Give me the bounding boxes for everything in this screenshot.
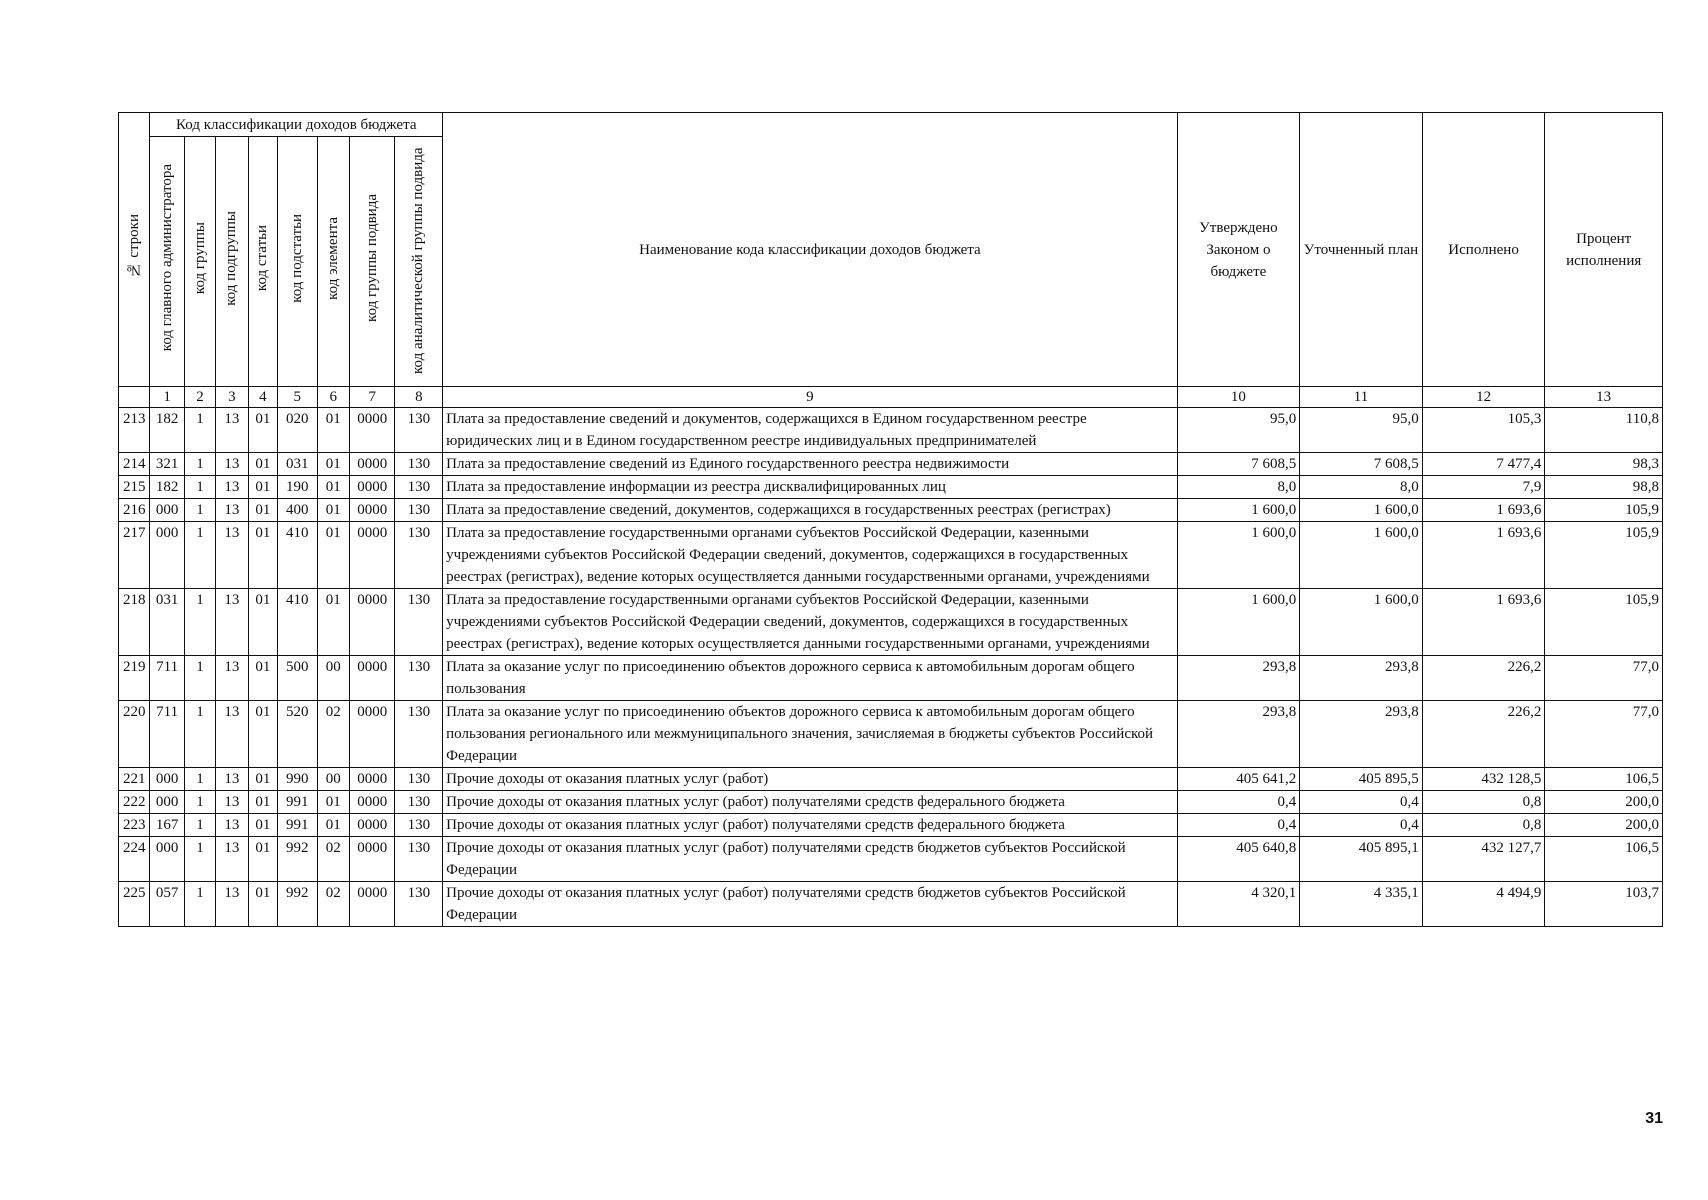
executed-value: 7 477,4 (1422, 453, 1545, 476)
column-number: 1 (150, 387, 184, 408)
page-number: 31 (1645, 1110, 1663, 1127)
subarticle-code: 031 (278, 453, 318, 476)
header-analytic-group-code: код аналитической группы подвида (395, 137, 443, 387)
group-code: 1 (184, 768, 215, 791)
approved-value: 7 608,5 (1177, 453, 1300, 476)
admin-code: 000 (150, 837, 184, 882)
group-code: 1 (184, 837, 215, 882)
plan-value: 293,8 (1300, 656, 1423, 701)
header-classification-group: Код классификации доходов бюджета (150, 113, 443, 137)
article-code: 01 (248, 656, 277, 701)
approved-value: 1 600,0 (1177, 522, 1300, 589)
revenue-name: Плата за предоставление сведений и документов, содержащихся в Едином государственном реестре юридических лиц и в Едином государственном реестре индивидуальных предпринимателей (443, 408, 1177, 453)
plan-value: 95,0 (1300, 408, 1423, 453)
header-approved: Утверждено Законом о бюджете (1177, 113, 1300, 387)
executed-value: 1 693,6 (1422, 589, 1545, 656)
element-code: 01 (317, 453, 349, 476)
subarticle-code: 500 (278, 656, 318, 701)
article-code: 01 (248, 408, 277, 453)
subgroup-code: 13 (216, 656, 248, 701)
group-code: 1 (184, 589, 215, 656)
analytic-code: 130 (395, 656, 443, 701)
executed-value: 432 127,7 (1422, 837, 1545, 882)
article-code: 01 (248, 453, 277, 476)
row-number: 219 (119, 656, 150, 701)
revenue-name: Плата за предоставление государственными органами субъектов Российской Федерации, казенными учреждениями субъектов Российской Федерации сведений, документов, содержащихся в государственных реестрах (регистрах), ведение которых осуществляется данными государственными органами, учреждениями (443, 589, 1177, 656)
header-admin-code: код главного администратора (150, 137, 184, 387)
revenue-name: Прочие доходы от оказания платных услуг (работ) получателями средств бюджетов субъектов Российской Федерации (443, 882, 1177, 927)
subarticle-code: 992 (278, 882, 318, 927)
element-code: 00 (317, 768, 349, 791)
admin-code: 000 (150, 499, 184, 522)
revenue-name: Плата за предоставление сведений из Единого государственного реестра недвижимости (443, 453, 1177, 476)
subgroup-code: 13 (216, 589, 248, 656)
subarticle-code: 410 (278, 589, 318, 656)
table-row (119, 499, 1663, 522)
analytic-code: 130 (395, 837, 443, 882)
approved-value: 0,4 (1177, 814, 1300, 837)
executed-value: 1 693,6 (1422, 522, 1545, 589)
header-subarticle-code: код подстатьи (278, 137, 318, 387)
subtype-group-code: 0000 (349, 791, 395, 814)
approved-value: 95,0 (1177, 408, 1300, 453)
row-number: 218 (119, 589, 150, 656)
header-row-no: № строки (119, 113, 150, 387)
article-code: 01 (248, 522, 277, 589)
subarticle-code: 520 (278, 701, 318, 768)
percent-value: 77,0 (1545, 656, 1663, 701)
revenue-name: Плата за предоставление сведений, документов, содержащихся в государственных реестрах (регистрах) (443, 499, 1177, 522)
subtype-group-code: 0000 (349, 814, 395, 837)
admin-code: 031 (150, 589, 184, 656)
analytic-code: 130 (395, 768, 443, 791)
approved-value: 4 320,1 (1177, 882, 1300, 927)
row-number: 222 (119, 791, 150, 814)
analytic-code: 130 (395, 814, 443, 837)
subgroup-code: 13 (216, 408, 248, 453)
revenue-name: Плата за оказание услуг по присоединению объектов дорожного сервиса к автомобильным дорогам общего пользования (443, 656, 1177, 701)
executed-value: 7,9 (1422, 476, 1545, 499)
subgroup-code: 13 (216, 814, 248, 837)
analytic-code: 130 (395, 476, 443, 499)
group-code: 1 (184, 499, 215, 522)
percent-value: 98,3 (1545, 453, 1663, 476)
element-code: 01 (317, 499, 349, 522)
group-code: 1 (184, 814, 215, 837)
analytic-code: 130 (395, 791, 443, 814)
revenue-name: Плата за предоставление государственными органами субъектов Российской Федерации, казенными учреждениями субъектов Российской Федерации сведений, документов, содержащихся в государственных реестрах (регистрах), ведение которых осуществляется данными государственными органами, учреждениями (443, 522, 1177, 589)
table-row (119, 882, 1663, 927)
plan-value: 1 600,0 (1300, 589, 1423, 656)
plan-value: 405 895,1 (1300, 837, 1423, 882)
approved-value: 293,8 (1177, 701, 1300, 768)
percent-value: 105,9 (1545, 522, 1663, 589)
element-code: 01 (317, 814, 349, 837)
subgroup-code: 13 (216, 791, 248, 814)
subtype-group-code: 0000 (349, 589, 395, 656)
subarticle-code: 190 (278, 476, 318, 499)
subarticle-code: 990 (278, 768, 318, 791)
admin-code: 182 (150, 408, 184, 453)
element-code: 00 (317, 656, 349, 701)
subgroup-code: 13 (216, 476, 248, 499)
subtype-group-code: 0000 (349, 882, 395, 927)
table-row (119, 522, 1663, 589)
plan-value: 8,0 (1300, 476, 1423, 499)
column-number: 12 (1422, 387, 1545, 408)
article-code: 01 (248, 589, 277, 656)
revenue-name: Прочие доходы от оказания платных услуг (работ) получателями средств бюджетов субъектов Российской Федерации (443, 837, 1177, 882)
article-code: 01 (248, 499, 277, 522)
element-code: 01 (317, 589, 349, 656)
subtype-group-code: 0000 (349, 476, 395, 499)
column-number: 10 (1177, 387, 1300, 408)
row-number: 215 (119, 476, 150, 499)
header-plan: Уточненный план (1300, 113, 1423, 387)
table-row (119, 408, 1663, 453)
executed-value: 105,3 (1422, 408, 1545, 453)
plan-value: 293,8 (1300, 701, 1423, 768)
article-code: 01 (248, 476, 277, 499)
percent-value: 106,5 (1545, 768, 1663, 791)
subgroup-code: 13 (216, 768, 248, 791)
group-code: 1 (184, 476, 215, 499)
subtype-group-code: 0000 (349, 408, 395, 453)
header-article-code: код статьи (248, 137, 277, 387)
budget-revenue-table (118, 112, 1663, 927)
group-code: 1 (184, 408, 215, 453)
revenue-name: Прочие доходы от оказания платных услуг (работ) получателями средств федерального бюджета (443, 791, 1177, 814)
row-number: 213 (119, 408, 150, 453)
analytic-code: 130 (395, 882, 443, 927)
executed-value: 1 693,6 (1422, 499, 1545, 522)
approved-value: 1 600,0 (1177, 499, 1300, 522)
column-number: 11 (1300, 387, 1423, 408)
analytic-code: 130 (395, 408, 443, 453)
percent-value: 110,8 (1545, 408, 1663, 453)
row-number: 223 (119, 814, 150, 837)
column-number: 4 (248, 387, 277, 408)
row-number: 221 (119, 768, 150, 791)
revenue-name: Прочие доходы от оказания платных услуг (работ) получателями средств федерального бюджета (443, 814, 1177, 837)
group-code: 1 (184, 522, 215, 589)
admin-code: 000 (150, 768, 184, 791)
percent-value: 200,0 (1545, 791, 1663, 814)
approved-value: 0,4 (1177, 791, 1300, 814)
revenue-name: Прочие доходы от оказания платных услуг (работ) (443, 768, 1177, 791)
admin-code: 167 (150, 814, 184, 837)
subtype-group-code: 0000 (349, 768, 395, 791)
admin-code: 711 (150, 701, 184, 768)
percent-value: 105,9 (1545, 589, 1663, 656)
executed-value: 432 128,5 (1422, 768, 1545, 791)
element-code: 02 (317, 701, 349, 768)
admin-code: 711 (150, 656, 184, 701)
element-code: 02 (317, 837, 349, 882)
column-numbers-row (119, 387, 1663, 408)
plan-value: 405 895,5 (1300, 768, 1423, 791)
subtype-group-code: 0000 (349, 522, 395, 589)
plan-value: 4 335,1 (1300, 882, 1423, 927)
plan-value: 1 600,0 (1300, 499, 1423, 522)
approved-value: 293,8 (1177, 656, 1300, 701)
executed-value: 4 494,9 (1422, 882, 1545, 927)
approved-value: 405 641,2 (1177, 768, 1300, 791)
table-row (119, 701, 1663, 768)
table-row (119, 814, 1663, 837)
subgroup-code: 13 (216, 882, 248, 927)
group-code: 1 (184, 656, 215, 701)
executed-value: 0,8 (1422, 814, 1545, 837)
article-code: 01 (248, 837, 277, 882)
subgroup-code: 13 (216, 522, 248, 589)
header-group-code: код группы (184, 137, 215, 387)
row-number: 224 (119, 837, 150, 882)
column-number: 3 (216, 387, 248, 408)
row-number: 216 (119, 499, 150, 522)
subgroup-code: 13 (216, 453, 248, 476)
group-code: 1 (184, 701, 215, 768)
analytic-code: 130 (395, 499, 443, 522)
admin-code: 182 (150, 476, 184, 499)
row-number: 217 (119, 522, 150, 589)
subarticle-code: 992 (278, 837, 318, 882)
plan-value: 7 608,5 (1300, 453, 1423, 476)
article-code: 01 (248, 814, 277, 837)
column-number: 6 (317, 387, 349, 408)
table-row (119, 453, 1663, 476)
header-name: Наименование кода классификации доходов бюджета (443, 113, 1177, 387)
column-number: 7 (349, 387, 395, 408)
approved-value: 1 600,0 (1177, 589, 1300, 656)
analytic-code: 130 (395, 453, 443, 476)
subarticle-code: 991 (278, 791, 318, 814)
percent-value: 105,9 (1545, 499, 1663, 522)
percent-value: 106,5 (1545, 837, 1663, 882)
header-executed: Исполнено (1422, 113, 1545, 387)
element-code: 01 (317, 408, 349, 453)
subarticle-code: 400 (278, 499, 318, 522)
subarticle-code: 020 (278, 408, 318, 453)
column-number: 13 (1545, 387, 1663, 408)
table-row (119, 656, 1663, 701)
subtype-group-code: 0000 (349, 701, 395, 768)
revenue-name: Плата за оказание услуг по присоединению объектов дорожного сервиса к автомобильным дорогам общего пользования регионального или межмуниципального значения, зачисляемая в бюджеты субъектов Российской Федерации (443, 701, 1177, 768)
plan-value: 0,4 (1300, 814, 1423, 837)
header-percent: Процент исполнения (1545, 113, 1663, 387)
element-code: 01 (317, 791, 349, 814)
admin-code: 057 (150, 882, 184, 927)
percent-value: 77,0 (1545, 701, 1663, 768)
article-code: 01 (248, 791, 277, 814)
admin-code: 000 (150, 522, 184, 589)
column-number: 8 (395, 387, 443, 408)
approved-value: 405 640,8 (1177, 837, 1300, 882)
analytic-code: 130 (395, 589, 443, 656)
plan-value: 0,4 (1300, 791, 1423, 814)
column-number: 5 (278, 387, 318, 408)
executed-value: 0,8 (1422, 791, 1545, 814)
percent-value: 103,7 (1545, 882, 1663, 927)
subgroup-code: 13 (216, 837, 248, 882)
revenue-name: Плата за предоставление информации из реестра дисквалифицированных лиц (443, 476, 1177, 499)
element-code: 01 (317, 476, 349, 499)
admin-code: 000 (150, 791, 184, 814)
subtype-group-code: 0000 (349, 453, 395, 476)
element-code: 01 (317, 522, 349, 589)
admin-code: 321 (150, 453, 184, 476)
row-number: 225 (119, 882, 150, 927)
group-code: 1 (184, 453, 215, 476)
article-code: 01 (248, 701, 277, 768)
column-number (119, 387, 150, 408)
header-subtype-group-code: код группы подвида (349, 137, 395, 387)
table-row (119, 837, 1663, 882)
header-subgroup-code: код подгруппы (216, 137, 248, 387)
executed-value: 226,2 (1422, 701, 1545, 768)
row-number: 220 (119, 701, 150, 768)
subarticle-code: 991 (278, 814, 318, 837)
subgroup-code: 13 (216, 499, 248, 522)
row-number: 214 (119, 453, 150, 476)
analytic-code: 130 (395, 522, 443, 589)
subgroup-code: 13 (216, 701, 248, 768)
subtype-group-code: 0000 (349, 656, 395, 701)
article-code: 01 (248, 768, 277, 791)
table-row (119, 768, 1663, 791)
group-code: 1 (184, 882, 215, 927)
table-row (119, 589, 1663, 656)
percent-value: 98,8 (1545, 476, 1663, 499)
group-code: 1 (184, 791, 215, 814)
subtype-group-code: 0000 (349, 837, 395, 882)
column-number: 9 (443, 387, 1177, 408)
header-element-code: код элемента (317, 137, 349, 387)
table-row (119, 791, 1663, 814)
element-code: 02 (317, 882, 349, 927)
subtype-group-code: 0000 (349, 499, 395, 522)
executed-value: 226,2 (1422, 656, 1545, 701)
table-row (119, 476, 1663, 499)
column-number: 2 (184, 387, 215, 408)
analytic-code: 130 (395, 701, 443, 768)
subarticle-code: 410 (278, 522, 318, 589)
plan-value: 1 600,0 (1300, 522, 1423, 589)
approved-value: 8,0 (1177, 476, 1300, 499)
article-code: 01 (248, 882, 277, 927)
percent-value: 200,0 (1545, 814, 1663, 837)
